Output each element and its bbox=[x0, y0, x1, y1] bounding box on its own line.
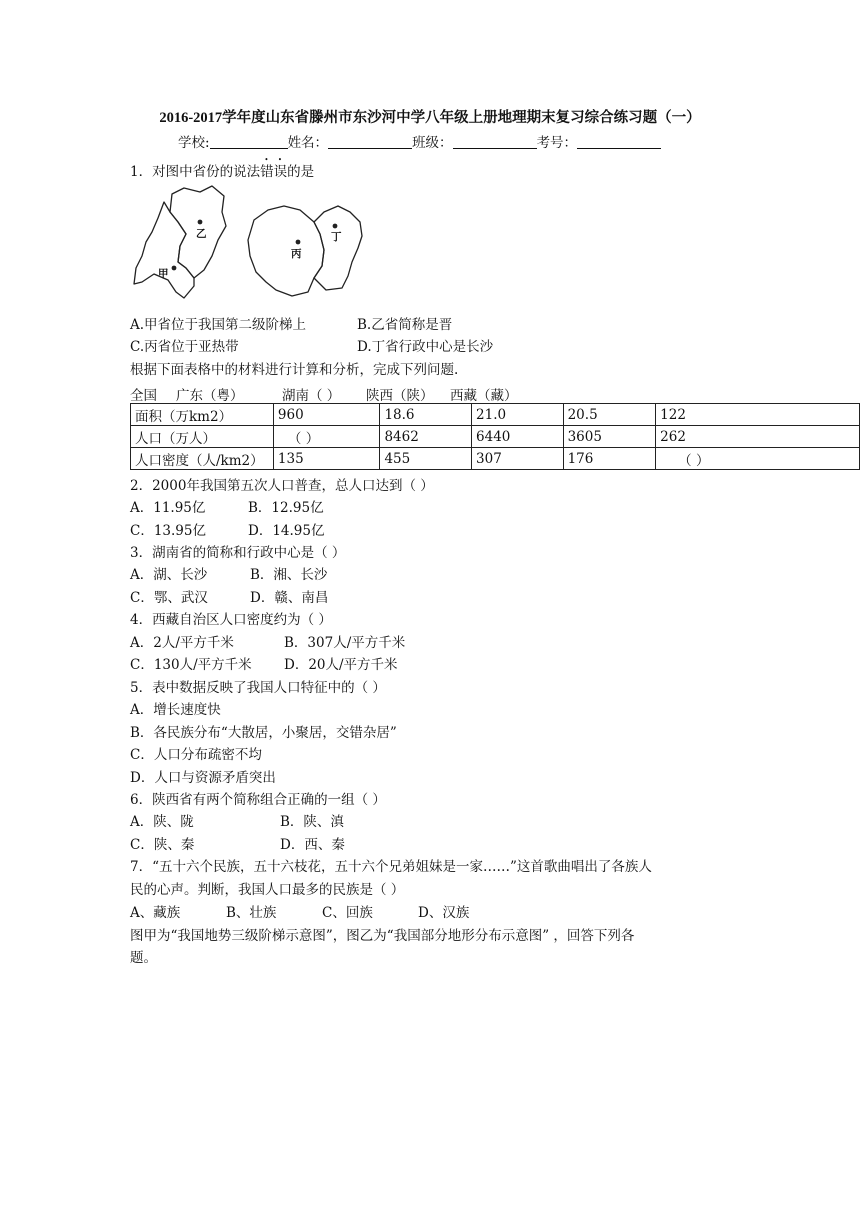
q6-option-c[interactable]: C．陕、秦 bbox=[130, 837, 195, 853]
q5-option-d[interactable]: D．人口与资源矛盾突出 bbox=[130, 770, 276, 786]
province-outline-map bbox=[128, 182, 368, 304]
q3-option-c[interactable]: C．鄂、武汉 bbox=[130, 590, 208, 606]
table-cell: 176 bbox=[563, 448, 656, 470]
q3-options-row1 bbox=[130, 566, 327, 584]
q6-stem: 6．陕西省有两个简称组合正确的一组（ ） bbox=[130, 792, 386, 808]
city-marker-jia bbox=[172, 266, 177, 271]
q7-option-b[interactable]: B、壮族 bbox=[226, 905, 277, 921]
school-label: 学校: bbox=[178, 135, 210, 151]
q2-stem: 2．2000年我国第五次人口普查，总人口达到（ ） bbox=[130, 478, 434, 494]
table-cell-blank[interactable]: （ ） bbox=[656, 448, 860, 470]
table-cell: 122 bbox=[656, 404, 860, 426]
table-cell: 20.5 bbox=[563, 404, 656, 426]
q2-option-c[interactable]: C．13.95亿 bbox=[130, 523, 206, 539]
q3-option-a[interactable]: A．湖、长沙 bbox=[130, 567, 208, 583]
table-cell: 18.6 bbox=[380, 404, 472, 426]
q4-options-row2 bbox=[130, 656, 398, 674]
school-blank[interactable] bbox=[210, 134, 288, 149]
label-jia: 甲 bbox=[158, 268, 169, 280]
table-cell-blank[interactable]: （ ） bbox=[273, 426, 380, 448]
q2-option-b[interactable]: B．12.95亿 bbox=[248, 500, 324, 516]
closing-line2: 题。 bbox=[130, 950, 157, 966]
q2-option-a[interactable]: A．11.95亿 bbox=[130, 500, 206, 516]
q5-option-b[interactable]: B．各民族分布“大散居，小聚居，交错杂居” bbox=[130, 725, 397, 741]
q6-options-row2 bbox=[130, 836, 345, 854]
q6-options-row1 bbox=[130, 813, 344, 831]
class-blank[interactable] bbox=[453, 134, 537, 149]
q4-option-b[interactable]: B．307人/平方千米 bbox=[284, 635, 406, 651]
name-label: 姓名： bbox=[287, 135, 329, 151]
student-info-row bbox=[178, 131, 661, 151]
q3-option-b[interactable]: B．湘、长沙 bbox=[250, 567, 328, 583]
table-cell: 3605 bbox=[563, 426, 656, 448]
q4-options-row1 bbox=[130, 634, 405, 652]
city-marker-bing bbox=[296, 240, 301, 245]
q7-stem-line2: 民的心声。判断，我国人口最多的民族是（ ） bbox=[130, 882, 405, 898]
exam-no-blank[interactable] bbox=[577, 134, 661, 149]
table-header-2: 湖南（ ） bbox=[282, 388, 341, 404]
table-header-4: 西藏（藏） bbox=[450, 388, 518, 404]
table-cell: 21.0 bbox=[472, 404, 564, 426]
exam-no-label: 考号： bbox=[536, 135, 578, 151]
province-jia-outline bbox=[134, 202, 194, 298]
table-cell: 307 bbox=[472, 448, 564, 470]
table-cell: 960 bbox=[273, 404, 380, 426]
table-header-3: 陕西（陕） bbox=[366, 388, 434, 404]
table-cell: 455 bbox=[380, 448, 472, 470]
q7-option-c[interactable]: C、回族 bbox=[322, 905, 373, 921]
table-cell: 8462 bbox=[380, 426, 472, 448]
q1-option-c[interactable]: C.丙省位于亚热带 bbox=[130, 339, 239, 355]
city-marker-ding bbox=[333, 224, 338, 229]
q4-stem: 4．西藏自治区人口密度约为（ ） bbox=[130, 612, 332, 628]
table-cell: 面积（万km2） bbox=[131, 404, 274, 426]
q7-options bbox=[130, 904, 469, 922]
q3-options-row2 bbox=[130, 589, 328, 607]
table-row bbox=[131, 448, 860, 470]
q3-option-d[interactable]: D．赣、南昌 bbox=[250, 590, 329, 606]
q5-option-c[interactable]: C．人口分布疏密不均 bbox=[130, 747, 262, 763]
q6-option-a[interactable]: A．陕、陇 bbox=[130, 814, 194, 830]
q1-options-row2 bbox=[130, 338, 493, 356]
class-label: 班级： bbox=[412, 135, 453, 151]
label-yi: 乙 bbox=[196, 228, 207, 240]
q1-stem: 1．对图中省份的说法错误的是 bbox=[130, 164, 315, 180]
q1-option-a[interactable]: A.甲省位于我国第二级阶梯上 bbox=[130, 317, 307, 333]
closing-line1: 图甲为“我国地势三级阶梯示意图”，图乙为“我国部分地形分布示意图” ，回答下列各 bbox=[130, 928, 635, 944]
table-cell: 人口密度（人/km2） bbox=[131, 448, 274, 470]
table-cell: 135 bbox=[273, 448, 380, 470]
q1-options-row1 bbox=[130, 316, 452, 334]
q4-option-a[interactable]: A．2人/平方千米 bbox=[130, 635, 234, 651]
q5-stem: 5．表中数据反映了我国人口特征中的（ ） bbox=[130, 680, 386, 696]
q6-option-b[interactable]: B．陕、滇 bbox=[280, 814, 344, 830]
name-blank[interactable] bbox=[328, 134, 412, 149]
population-table bbox=[130, 403, 860, 470]
table-header-0: 全国 bbox=[130, 388, 157, 404]
table-cell: 6440 bbox=[472, 426, 564, 448]
table-intro: 根据下面表格中的材料进行计算和分析，完成下列问题. bbox=[130, 362, 459, 378]
province-bing-outline bbox=[248, 206, 324, 296]
q2-options-row1 bbox=[130, 499, 324, 517]
table-row bbox=[131, 404, 860, 426]
q6-option-d[interactable]: D．西、秦 bbox=[280, 837, 345, 853]
q7-option-d[interactable]: D、汉族 bbox=[418, 905, 470, 921]
q2-option-d[interactable]: D．14.95亿 bbox=[248, 523, 325, 539]
label-bing: 丙 bbox=[291, 248, 302, 260]
q5-option-a[interactable]: A．增长速度快 bbox=[130, 702, 221, 718]
q2-options-row2 bbox=[130, 522, 324, 540]
page-title: 2016-2017学年度山东省滕州市东沙河中学八年级上册地理期末复习综合练习题（一） bbox=[159, 110, 701, 126]
label-ding: 丁 bbox=[331, 231, 342, 243]
q7-stem-line1: 7．“五十六个民族，五十六枝花，五十六个兄弟姐妹是一家……”这首歌曲唱出了各族人 bbox=[130, 859, 652, 875]
table-header-1: 广东（粤） bbox=[176, 388, 244, 404]
province-ding-outline bbox=[314, 206, 362, 290]
city-marker-yi bbox=[198, 220, 203, 225]
table-cell: 人口（万人） bbox=[131, 426, 274, 448]
q4-option-d[interactable]: D．20人/平方千米 bbox=[284, 657, 398, 673]
q3-stem: 3．湖南省的简称和行政中心是（ ） bbox=[130, 545, 346, 561]
q1-option-b[interactable]: B.乙省简称是晋 bbox=[357, 317, 453, 333]
q7-option-a[interactable]: A、藏族 bbox=[130, 905, 181, 921]
table-row bbox=[131, 426, 860, 448]
q4-option-c[interactable]: C．130人/平方千米 bbox=[130, 657, 252, 673]
table-cell: 262 bbox=[656, 426, 860, 448]
q1-emphasis: 错误 bbox=[260, 164, 288, 180]
q1-option-d[interactable]: D.丁省行政中心是长沙 bbox=[357, 339, 494, 355]
